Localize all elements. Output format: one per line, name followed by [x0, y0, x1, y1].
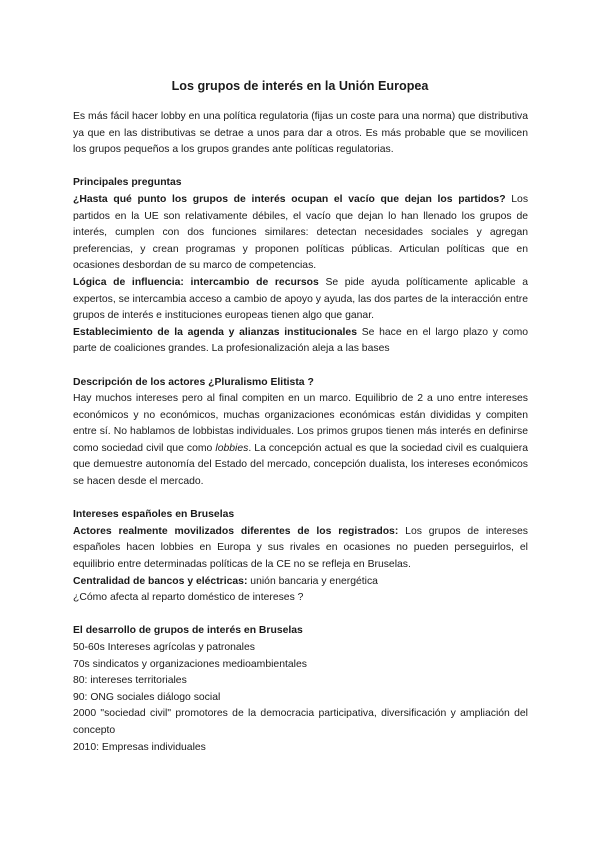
italic-term: lobbies: [215, 442, 249, 454]
section-heading-desarrollo: El desarrollo de grupos de interés en Bruselas: [73, 625, 303, 637]
list-item: 80: intereses territoriales: [73, 675, 187, 687]
paragraph-vacio-partidos: [73, 192, 528, 275]
bold-lead: ¿Hasta qué punto los grupos de interés ocupan el vacío que dejan los partidos?: [73, 193, 506, 205]
bold-lead: Actores realmente movilizados diferentes de los registrados:: [73, 525, 399, 537]
paragraph-reparto: ¿Cómo afecta al reparto doméstico de intereses ?: [73, 592, 304, 604]
list-item: 50-60s Intereses agrícolas y patronales: [73, 642, 255, 653]
paragraph-agenda: [73, 325, 528, 358]
list-item: 70s sindicatos y organizaciones medioambientales: [73, 658, 307, 670]
paragraph-text: Hay muchos intereses pero al final compiten en un marco. Equilibrio de 2 a uno entre intereses económicos y no económicos, muchas organizaciones económicas están divididas y compiten entre sí. No hablamos de lobbistas individuales. Los primos grupos tienen más interés en definirse como sociedad civil que como: [73, 393, 528, 454]
paragraph-pluralismo: [73, 391, 528, 491]
list-item: 2000 "sociedad civil" promotores de la democracia participativa, diversificación y ampliación del concepto: [73, 708, 528, 736]
document-title: Los grupos de interés en la Unión Europea: [171, 79, 429, 93]
section-heading-espanoles: Intereses españoles en Bruselas: [73, 509, 235, 521]
document-body: [73, 109, 528, 756]
section-heading-actores: Descripción de los actores ¿Pluralismo Elitista ?: [73, 376, 314, 388]
bold-lead: Centralidad de bancos y eléctricas:: [73, 575, 248, 587]
bold-lead: Lógica de influencia: intercambio de recursos: [73, 276, 319, 288]
paragraph-text: Los grupos de intereses españoles hacen lobbies en Europa y sus rivales en ocasiones no pueden perseguirlos, el equilibrio entre determinadas políticas de la CE no se refleja en Bruselas.: [73, 525, 528, 571]
paragraph-text: Los partidos en la UE son relativamente débiles, el vacío que dejan lo han llenado los grupos de interés, cumplen con dos funciones similares: detectan necesidades sociales y agregan preferencias, y crean programas y proponen políticas públicas. Articulan políticas que en ocasiones desbordan de su marco de competencias.: [73, 193, 529, 272]
bold-lead: Establecimiento de la agenda y alianzas institucionales: [73, 326, 357, 338]
paragraph-centralidad: [73, 574, 528, 591]
section-heading-preguntas: Principales preguntas: [73, 177, 182, 189]
paragraph-text: Se hace en el largo plazo y como parte de coaliciones grandes. La profesionalización aleja a las bases: [73, 326, 529, 355]
paragraph-text: Se pide ayuda políticamente aplicable a expertos, se intercambia acceso a cambio de apoyo y ayuda, las dos partes de la interacción entre grupos de interés e instituciones europeas tienen algo que ganar.: [73, 276, 528, 322]
paragraph-text: . La concepción actual es que la sociedad civil es cualquiera que demuestre autonomía del Estado del mercado, concepción dualista, los intereses económicos se hacen desde el mercado.: [73, 442, 528, 488]
paragraph-logica-influencia: [73, 275, 528, 325]
list-item: 90: ONG sociales diálogo social: [73, 691, 221, 703]
intro-paragraph: Es más fácil hacer lobby en una política regulatoria (fijas un coste para una norma) que distributiva ya que en las distributivas se detrae a unos para dar a otros. Es más probable que se movilicen los grupos pequeños a los grupos grandes ante políticas regulatorias.: [73, 111, 528, 156]
list-item: 2010: Empresas individuales: [73, 741, 206, 753]
paragraph-actores-movilizados: [73, 524, 528, 574]
paragraph-text: unión bancaria y energética: [247, 575, 378, 587]
